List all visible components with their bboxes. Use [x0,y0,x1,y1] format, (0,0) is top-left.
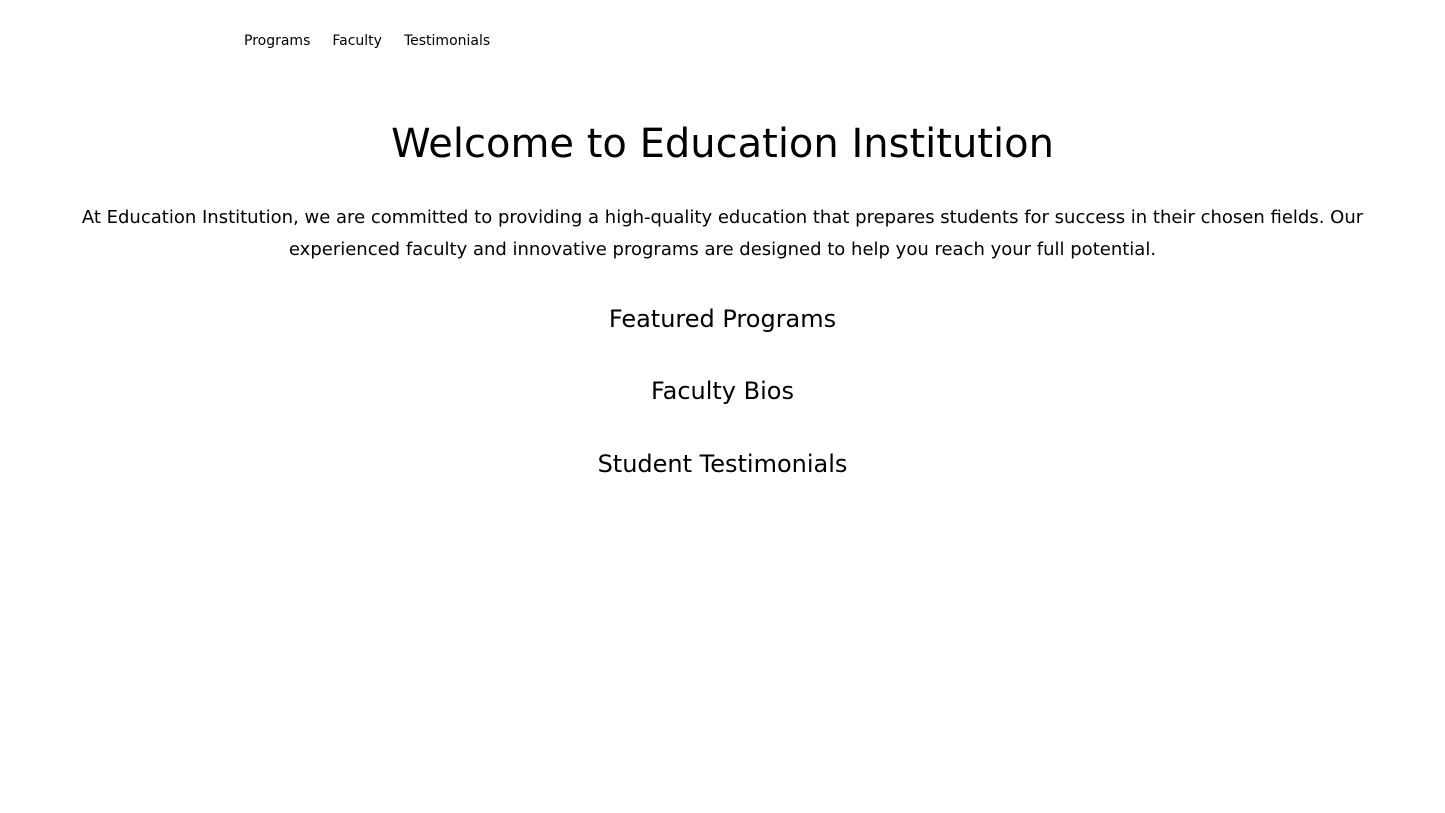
nav-link-faculty[interactable]: Faculty [332,33,382,49]
section-heading-faculty-bios: Faculty Bios [651,377,794,405]
intro-paragraph: At Education Institution, we are committed to providing a high-quality education that prepares students for success in their chosen fields. Our experienced faculty and innovative programs are designed to help you reach your full potential. [81,207,1364,260]
nav-link-programs[interactable]: Programs [244,33,311,49]
page-title: Welcome to Education Institution [391,121,1054,167]
section-heading-featured-programs: Featured Programs [608,305,837,333]
nav-link-testimonials[interactable]: Testimonials [403,33,491,49]
section-heading-student-testimonials: Student Testimonials [597,450,848,478]
top-nav [244,31,512,51]
